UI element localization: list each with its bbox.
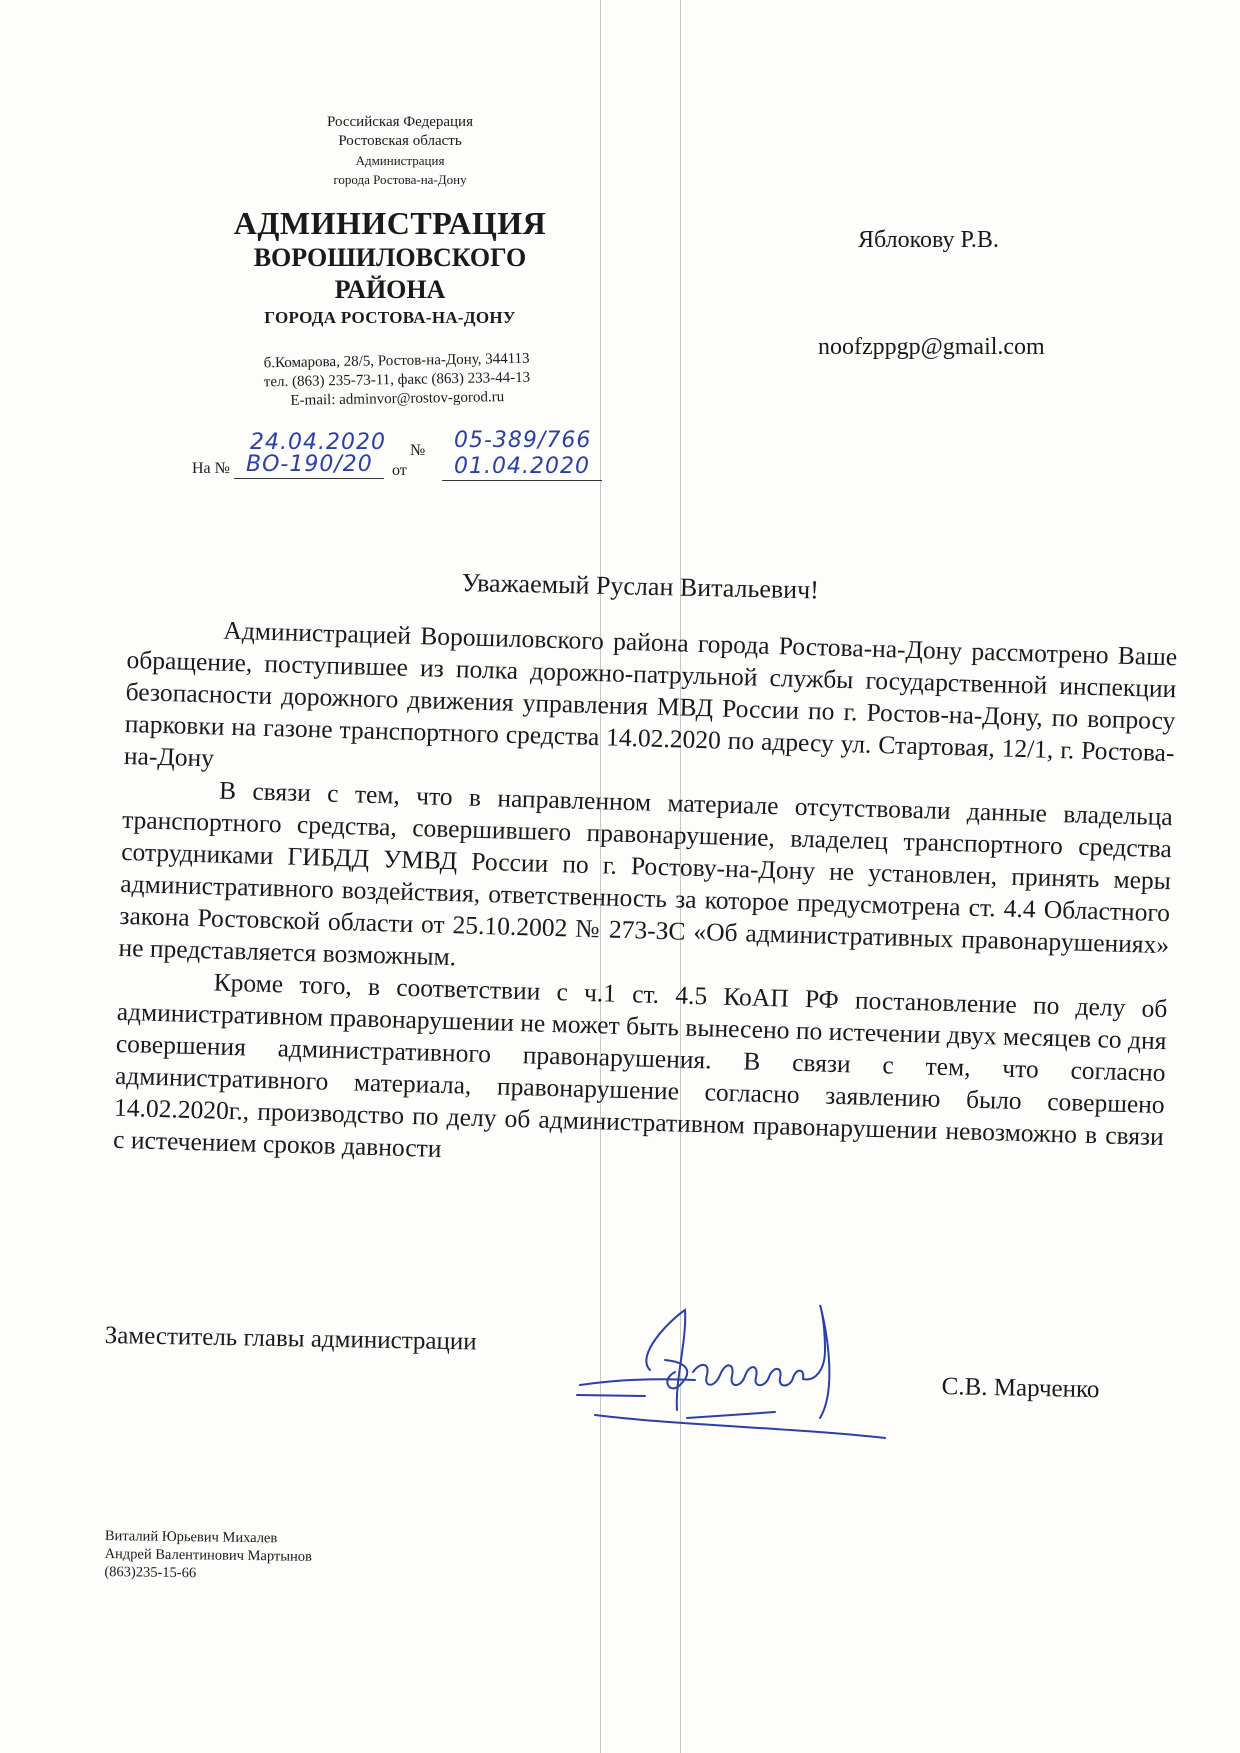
paragraph: Администрацией Ворошиловского района города Ростова-на-Дону рассмотрено Ваше обращение, поступившее из полка дорожно-патрульной службы государственной инспекции безопасности дорожного движения управления МВД России по г. Ростов-на-Дону, по вопросу парковки на газоне транспортного средства 14.02.2020 по адресу ул. Стартовая, 12/1, г. Ростова-на-Дону <box>123 615 1178 773</box>
executor-1: Виталий Юрьевич Михалев <box>104 1527 278 1547</box>
org-line-1: АДМИНИСТРАЦИЯ <box>233 205 547 241</box>
from-label: от <box>392 462 407 479</box>
ref-underline <box>442 480 602 481</box>
greeting: Уважаемый Руслан Витальевич! <box>461 568 820 605</box>
org-phone: тел. (863) 235-73-11, факс (863) 233-44-13 <box>263 369 531 391</box>
incoming-date: 01.04.2020 <box>454 454 590 479</box>
executor-phone: (863)235-15-66 <box>104 1563 197 1582</box>
registration-refs <box>192 428 632 512</box>
paragraph: В связи с тем, что в направленном материале отсутствовали данные владельца транспортного средства, совершившего правонарушение, владелец транспортного средства сотрудниками ГИБДД УМВД России по г. Ростову-на-Дону не установлен, принять меры административного воздействия, ответственность за которое предусмотрена ст. 4.4 Областного закона Ростовской области от 25.10.2002 № 273-ЗС «Об административных правонарушениях» не представляется возможным. <box>118 775 1174 972</box>
letterhead-header <box>250 113 550 189</box>
org-line-4: ГОРОДА РОСТОВА-НА-ДОНУ <box>264 308 516 327</box>
letterhead-city: города Ростова-на-Дону <box>333 172 467 187</box>
letterhead-region: Ростовская область <box>338 133 462 149</box>
on-no-label: На № <box>192 460 230 477</box>
addressee-email: noofzppgp@gmail.com <box>818 334 1045 360</box>
no-label: № <box>410 442 426 459</box>
executor-2: Андрей Валентинович Мартынов <box>104 1545 313 1565</box>
letterhead-country: Российская Федерация <box>327 114 473 130</box>
incoming-number: ВО-190/20 <box>246 452 373 477</box>
org-line-3: РАЙОНА <box>334 275 446 304</box>
org-line-2: ВОРОШИЛОВСКОГО <box>253 243 527 272</box>
org-email: E-mail: adminvor@rostov-gorod.ru <box>290 389 505 409</box>
ref-underline <box>234 478 384 479</box>
org-contacts <box>212 349 583 412</box>
paragraph: Кроме того, в соответствии с ч.1 ст. 4.5 КоАП РФ постановление по делу об административном правонарушении не может быть вынесено по истечении двух месяцев со дня совершения административного правонарушения. В связи с тем, что согласно административного материала, правонарушение согласно заявлению было совершено 14.02.2020г., производство по делу об административном правонарушении невозможно в связи с истечением сроков давности <box>112 967 1168 1163</box>
handwritten-signature <box>575 1300 895 1465</box>
outgoing-number: 05-389/766 <box>454 428 592 453</box>
letterhead-admin: Администрация <box>355 153 445 168</box>
org-address: б.Комарова, 28/5, Ростов-на-Дону, 344113 <box>263 350 530 372</box>
issue-date: 24.04.2020 <box>250 430 386 455</box>
organization-title <box>190 205 590 330</box>
signer-name: С.В. Марченко <box>941 1373 1100 1404</box>
letter-body <box>113 612 1178 1185</box>
addressee-name: Яблокову Р.В. <box>858 227 999 253</box>
executors <box>104 1527 312 1584</box>
signer-position: Заместитель главы администрации <box>104 1322 477 1356</box>
